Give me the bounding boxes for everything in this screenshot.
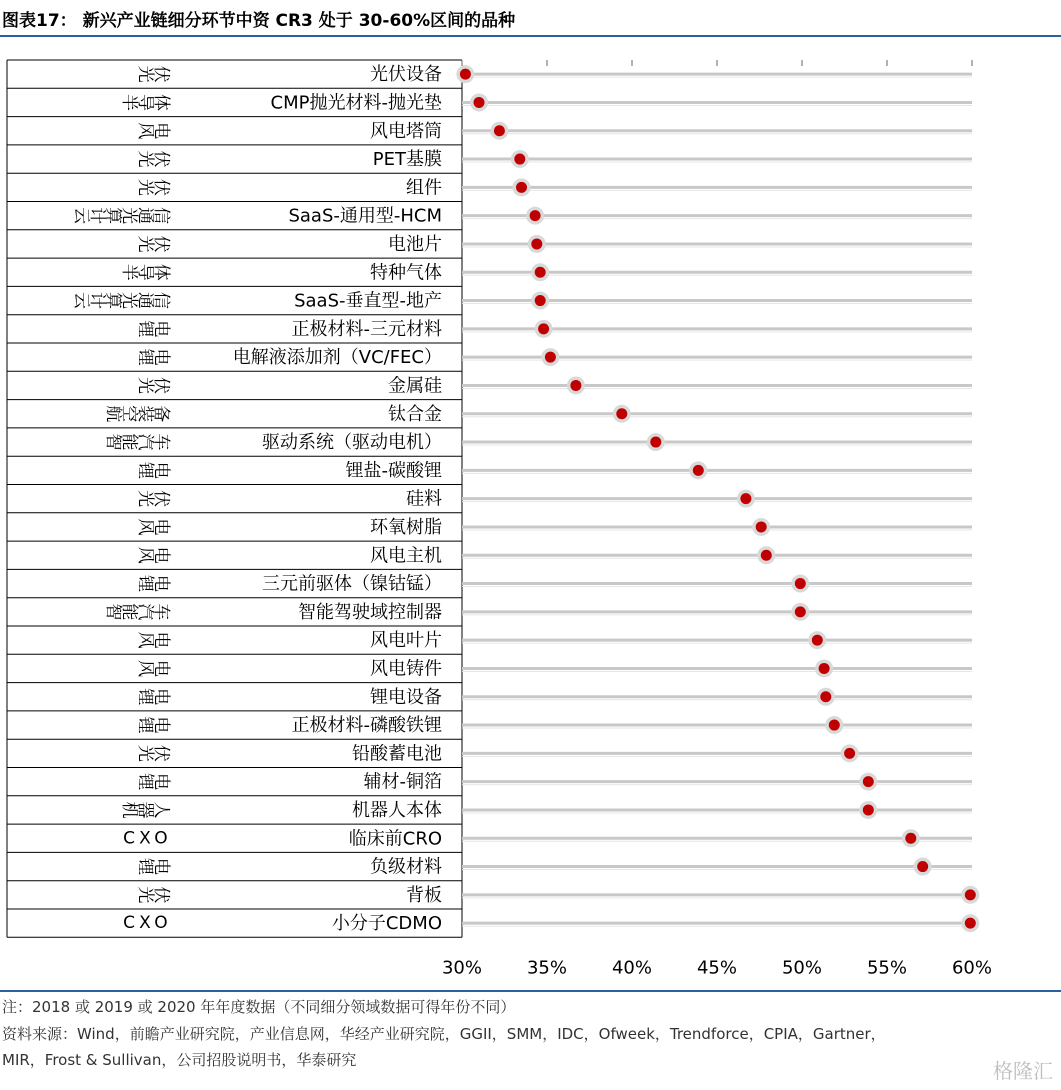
item-label: 电池片 xyxy=(388,233,442,255)
industry-label-char: X xyxy=(139,913,151,934)
industry-label-char: 汽 xyxy=(135,603,155,621)
x-tick-label: 50% xyxy=(781,957,823,979)
x-tick-label: 30% xyxy=(441,957,483,979)
industry-label-char: 能 xyxy=(119,433,139,451)
industry-label-char: 伏 xyxy=(151,178,171,196)
industry-label-char: 光 xyxy=(119,292,139,310)
data-point xyxy=(516,182,527,193)
data-point xyxy=(820,691,831,702)
industry-label-char: 车 xyxy=(151,433,171,451)
item-label: 铅酸蓄电池 xyxy=(352,743,442,765)
item-label: SaaS-通用型-HCM xyxy=(288,205,442,227)
industry-label-char: 风 xyxy=(135,122,155,140)
industry-label-char: 光 xyxy=(135,178,155,196)
item-label: PET基膜 xyxy=(372,149,442,171)
item-label: 特种气体 xyxy=(370,262,442,284)
industry-label-char: 能 xyxy=(119,603,139,621)
industry-label-char: 电 xyxy=(151,858,171,876)
data-point xyxy=(795,606,806,617)
data-point xyxy=(740,493,751,504)
industry-label-char: 风 xyxy=(135,659,155,677)
industry-label-char: 光 xyxy=(135,376,155,394)
item-label: 风电主机 xyxy=(370,545,442,567)
industry-label-char: 锂 xyxy=(135,575,155,593)
industry-label-char: 车 xyxy=(151,603,171,621)
item-label: SaaS-垂直型-地产 xyxy=(294,290,442,312)
data-point xyxy=(494,125,505,136)
industry-label-char: 半 xyxy=(119,263,139,281)
industry-label-char: 智 xyxy=(103,433,123,451)
industry-label-char: 导 xyxy=(135,263,155,281)
x-tick-label: 55% xyxy=(866,957,908,979)
data-point xyxy=(693,465,704,476)
industry-label-char: 云 xyxy=(71,207,91,225)
industry-label-char: 光 xyxy=(119,207,139,225)
data-point xyxy=(616,408,627,419)
chart-title: 图表17： 新兴产业链细分环节中资 CR3 处于 30-60%区间的品种 xyxy=(2,11,516,31)
industry-label-char: 电 xyxy=(151,716,171,734)
source-line-2: MIR，Frost & Sullivan，公司招股说明书，华泰研究 xyxy=(2,1051,357,1069)
item-label: 正极材料-三元材料 xyxy=(291,318,442,340)
industry-label-char: 伏 xyxy=(151,65,171,83)
industry-label-char: 伏 xyxy=(151,150,171,168)
footnote: 注：2018 或 2019 或 2020 年年度数据（不同细分领域数据可得年份不同） xyxy=(2,998,516,1016)
item-label: 风电叶片 xyxy=(370,630,442,652)
data-point xyxy=(844,748,855,759)
item-label: 电解液添加剂（VC/FEC） xyxy=(232,347,442,369)
industry-label-char: 伏 xyxy=(151,744,171,762)
footer-rule xyxy=(0,990,1061,992)
item-label: 组件 xyxy=(406,177,442,199)
data-point xyxy=(570,380,581,391)
industry-label-char: 半 xyxy=(119,93,139,111)
industry-label-char: O xyxy=(154,913,168,934)
industry-label-char: 伏 xyxy=(151,490,171,508)
industry-label-char: 机 xyxy=(119,801,139,819)
industry-label-char: 电 xyxy=(151,631,171,649)
industry-label-char: 光 xyxy=(135,744,155,762)
industry-label-char: 电 xyxy=(151,122,171,140)
x-tick-label: 35% xyxy=(526,957,568,979)
data-point xyxy=(863,804,874,815)
data-point xyxy=(965,918,976,929)
industry-label-char: 风 xyxy=(135,631,155,649)
data-point xyxy=(474,97,485,108)
industry-label-char: 通 xyxy=(135,207,155,225)
x-tick-label: 45% xyxy=(696,957,738,979)
data-point xyxy=(795,578,806,589)
industry-label-char: 电 xyxy=(151,320,171,338)
item-label: 背板 xyxy=(406,884,442,906)
industry-label-char: 锂 xyxy=(135,320,155,338)
industry-label-char: 信 xyxy=(151,207,171,225)
industry-label-char: 信 xyxy=(151,292,171,310)
industry-label-char: 伏 xyxy=(151,235,171,253)
industry-label-char: X xyxy=(139,828,151,849)
industry-label-char: 电 xyxy=(151,348,171,366)
item-label: 智能驾驶域控制器 xyxy=(298,601,442,623)
industry-label-char: 光 xyxy=(135,886,155,904)
industry-label-char: 电 xyxy=(151,546,171,564)
industry-label-char: 光 xyxy=(135,235,155,253)
item-label: 风电塔筒 xyxy=(370,120,442,142)
item-label: 三元前驱体（镍钴锰） xyxy=(262,573,442,595)
industry-label-char: 风 xyxy=(135,518,155,536)
industry-label-char: 智 xyxy=(103,603,123,621)
data-point xyxy=(917,861,928,872)
data-point xyxy=(514,154,525,165)
item-label: 金属硅 xyxy=(388,375,442,397)
industry-label-char: 光 xyxy=(135,65,155,83)
x-tick-label: 40% xyxy=(611,957,653,979)
data-point xyxy=(535,267,546,278)
data-point xyxy=(965,889,976,900)
item-label: 正极材料-磷酸铁锂 xyxy=(291,715,442,737)
data-point xyxy=(538,323,549,334)
industry-label-char: 电 xyxy=(151,518,171,536)
industry-label-char: 锂 xyxy=(135,348,155,366)
x-tick-label: 60% xyxy=(951,957,993,979)
data-point xyxy=(829,720,840,731)
data-point xyxy=(535,295,546,306)
industry-label-char: 通 xyxy=(135,292,155,310)
data-point xyxy=(863,776,874,787)
industry-label-char: 伏 xyxy=(151,886,171,904)
data-point xyxy=(819,663,830,674)
industry-label-char: 体 xyxy=(151,93,171,111)
item-label: 环氧树脂 xyxy=(370,516,442,538)
item-label: 锂电设备 xyxy=(370,686,442,708)
item-label: 驱动系统（驱动电机） xyxy=(262,432,442,454)
industry-label-char: 导 xyxy=(135,93,155,111)
industry-label-char: 光 xyxy=(135,490,155,508)
industry-label-char: O xyxy=(154,828,168,849)
source-line-1: 资料来源：Wind，前瞻产业研究院，产业信息网，华经产业研究院，GGII，SMM，IDC，Ofweek，Trendforce，CPIA，Gartner， xyxy=(2,1025,886,1043)
industry-label-char: 装 xyxy=(135,405,155,423)
item-label: 钛合金 xyxy=(388,403,442,425)
data-point xyxy=(460,69,471,80)
industry-label-char: 器 xyxy=(135,801,155,819)
item-label: 负级材料 xyxy=(370,856,442,878)
industry-label-char: 体 xyxy=(151,263,171,281)
industry-label-char: 计 xyxy=(87,207,107,225)
industry-label-char: C xyxy=(123,828,135,849)
data-point xyxy=(812,635,823,646)
industry-label-char: 算 xyxy=(103,207,123,225)
industry-label-char: 计 xyxy=(87,292,107,310)
watermark-logo: 格隆汇 xyxy=(993,1059,1053,1083)
data-point xyxy=(530,210,541,221)
industry-label-char: 空 xyxy=(119,405,139,423)
industry-label-char: 备 xyxy=(151,405,171,423)
industry-label-char: 锂 xyxy=(135,858,155,876)
industry-label-char: 电 xyxy=(151,461,171,479)
industry-label-char: 锂 xyxy=(135,461,155,479)
industry-label-char: C xyxy=(123,913,135,934)
data-point xyxy=(650,437,661,448)
industry-label-char: 人 xyxy=(151,801,171,819)
item-label: 锂盐-碳酸锂 xyxy=(345,460,442,482)
item-label: 光伏设备 xyxy=(370,64,442,86)
data-point xyxy=(761,550,772,561)
industry-label-char: 锂 xyxy=(135,773,155,791)
data-point xyxy=(531,238,542,249)
item-label: 临床前CRO xyxy=(348,828,442,850)
industry-label-char: 电 xyxy=(151,575,171,593)
industry-label-char: 算 xyxy=(103,292,123,310)
industry-label-char: 电 xyxy=(151,773,171,791)
industry-label-char: 电 xyxy=(151,659,171,677)
item-label: 辅材-铜箔 xyxy=(363,771,442,793)
industry-label-char: 航 xyxy=(103,405,123,423)
item-label: 硅料 xyxy=(406,488,442,510)
industry-label-char: 伏 xyxy=(151,376,171,394)
industry-label-char: 锂 xyxy=(135,688,155,706)
industry-label-char: 汽 xyxy=(135,433,155,451)
data-point xyxy=(756,521,767,532)
item-label: CMP抛光材料-抛光垫 xyxy=(270,92,442,114)
data-point xyxy=(545,352,556,363)
industry-label-char: 云 xyxy=(71,292,91,310)
item-label: 小分子CDMO xyxy=(331,913,442,935)
industry-label-char: 锂 xyxy=(135,716,155,734)
item-label: 风电铸件 xyxy=(370,658,442,680)
industry-label-char: 光 xyxy=(135,150,155,168)
data-point xyxy=(905,833,916,844)
industry-label-char: 电 xyxy=(151,688,171,706)
industry-label-char: 风 xyxy=(135,546,155,564)
item-label: 机器人本体 xyxy=(352,799,442,821)
